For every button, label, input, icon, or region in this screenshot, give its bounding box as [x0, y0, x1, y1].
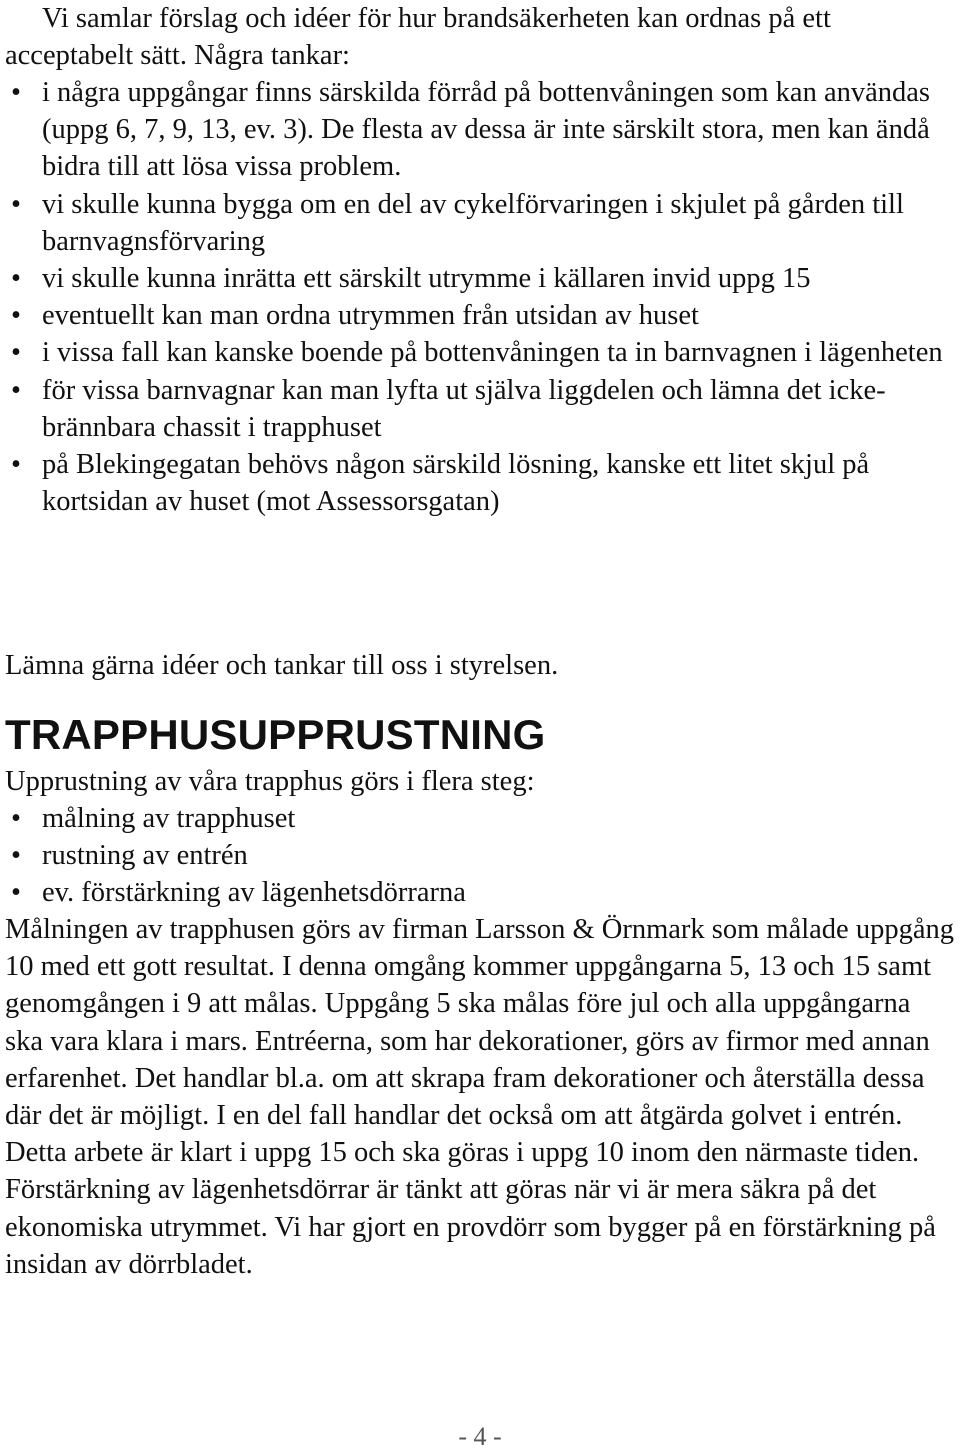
- list-item-text: vi skulle kunna bygga om en del av cykelförvaringen i skjulet på gården till barnvagnsförvaring: [42, 188, 904, 257]
- list-item: [11, 800, 955, 837]
- list-item: [11, 297, 955, 334]
- intro-paragraph: [5, 0, 955, 74]
- bullet-icon: •: [11, 374, 21, 406]
- list-item-text: ev. förstärkning av lägenhetsdörrarna: [42, 877, 466, 909]
- list-item: [11, 372, 955, 446]
- page-number: - 4 -: [458, 1422, 502, 1451]
- bullet-icon: •: [11, 449, 21, 481]
- list-item: [11, 74, 955, 186]
- list-item: [11, 446, 955, 520]
- list-item-text: i några uppgångar finns särskilda förråd på bottenvåningen som kan användas (uppg 6, 7, 9, 13, ev. 3). De flesta av dessa är inte särskilt stora, men kan ändå bidra till att lösa vissa problem.: [42, 77, 930, 183]
- bullet-icon: •: [11, 877, 21, 909]
- list-item-text: vi skulle kunna inrätta ett särskilt utrymme i källaren invid uppg 15: [42, 263, 811, 295]
- section-body-paragraph: Målningen av trapphusen görs av firman Larsson & Örnmark som målade uppgång 10 med ett gott resultat. I denna omgång kommer uppgångarna 5, 13 och 15 samt genomgången i 9 att målas. Uppgång 5 ska målas före jul och alla uppgångarna ska vara klara i mars. Entréerna, som har dekorationer, görs av firmor med annan erfarenhet. Det handlar bl.a. om att skrapa fram dekorationer och återställa dessa där det är möjligt. I en del fall handlar det också om att åtgärda golvet i entrén. Detta arbete är klart i uppg 15 och ska göras i uppg 10 inom den närmaste tiden. Förstärkning av lägenhetsdörrar är tänkt att göras när vi är mera säkra på det ekonomiska utrymmet. Vi har gjort en provdörr som bygger på en förstärkning på insidan av dörrbladet.: [5, 914, 954, 1280]
- list-item-text: rustning av entrén: [42, 840, 248, 872]
- renovation-steps-list: [11, 800, 955, 912]
- bullet-icon: •: [11, 840, 21, 872]
- closing-paragraph: Lämna gärna idéer och tankar till oss i styrelsen.: [5, 650, 559, 681]
- bullet-icon: •: [11, 337, 21, 369]
- list-item-text: för vissa barnvagnar kan man lyfta ut själva liggdelen och lämna det icke-brännbara chassit i trapphuset: [42, 374, 886, 443]
- list-item-text: i vissa fall kan kanske boende på bottenvåningen ta in barnvagnen i lägenheten: [42, 337, 943, 369]
- section-lead: Upprustning av våra trapphus görs i flera steg:: [5, 766, 535, 797]
- intro-text: Vi samlar förslag och idéer för hur brandsäkerheten kan ordnas på ett acceptabelt sätt. Några tankar:: [5, 3, 831, 72]
- list-item: [11, 837, 955, 874]
- section-heading: TRAPPHUSUPPRUSTNING: [5, 711, 546, 758]
- list-item: [11, 186, 955, 260]
- bullet-icon: •: [11, 300, 21, 332]
- list-item: [11, 334, 955, 371]
- bullet-icon: •: [11, 263, 21, 295]
- list-item: [11, 260, 955, 297]
- list-item-text: eventuellt kan man ordna utrymmen från utsidan av huset: [42, 300, 699, 332]
- fire-safety-ideas-list: [11, 74, 955, 520]
- bullet-icon: •: [11, 77, 21, 108]
- list-item-text: målning av trapphuset: [42, 803, 296, 834]
- list-item: [11, 874, 955, 911]
- list-item-text: på Blekingegatan behövs någon särskild lösning, kanske ett litet skjul på kortsidan av huset (mot Assessorsgatan): [42, 449, 870, 518]
- bullet-icon: •: [11, 803, 21, 834]
- bullet-icon: •: [11, 188, 21, 220]
